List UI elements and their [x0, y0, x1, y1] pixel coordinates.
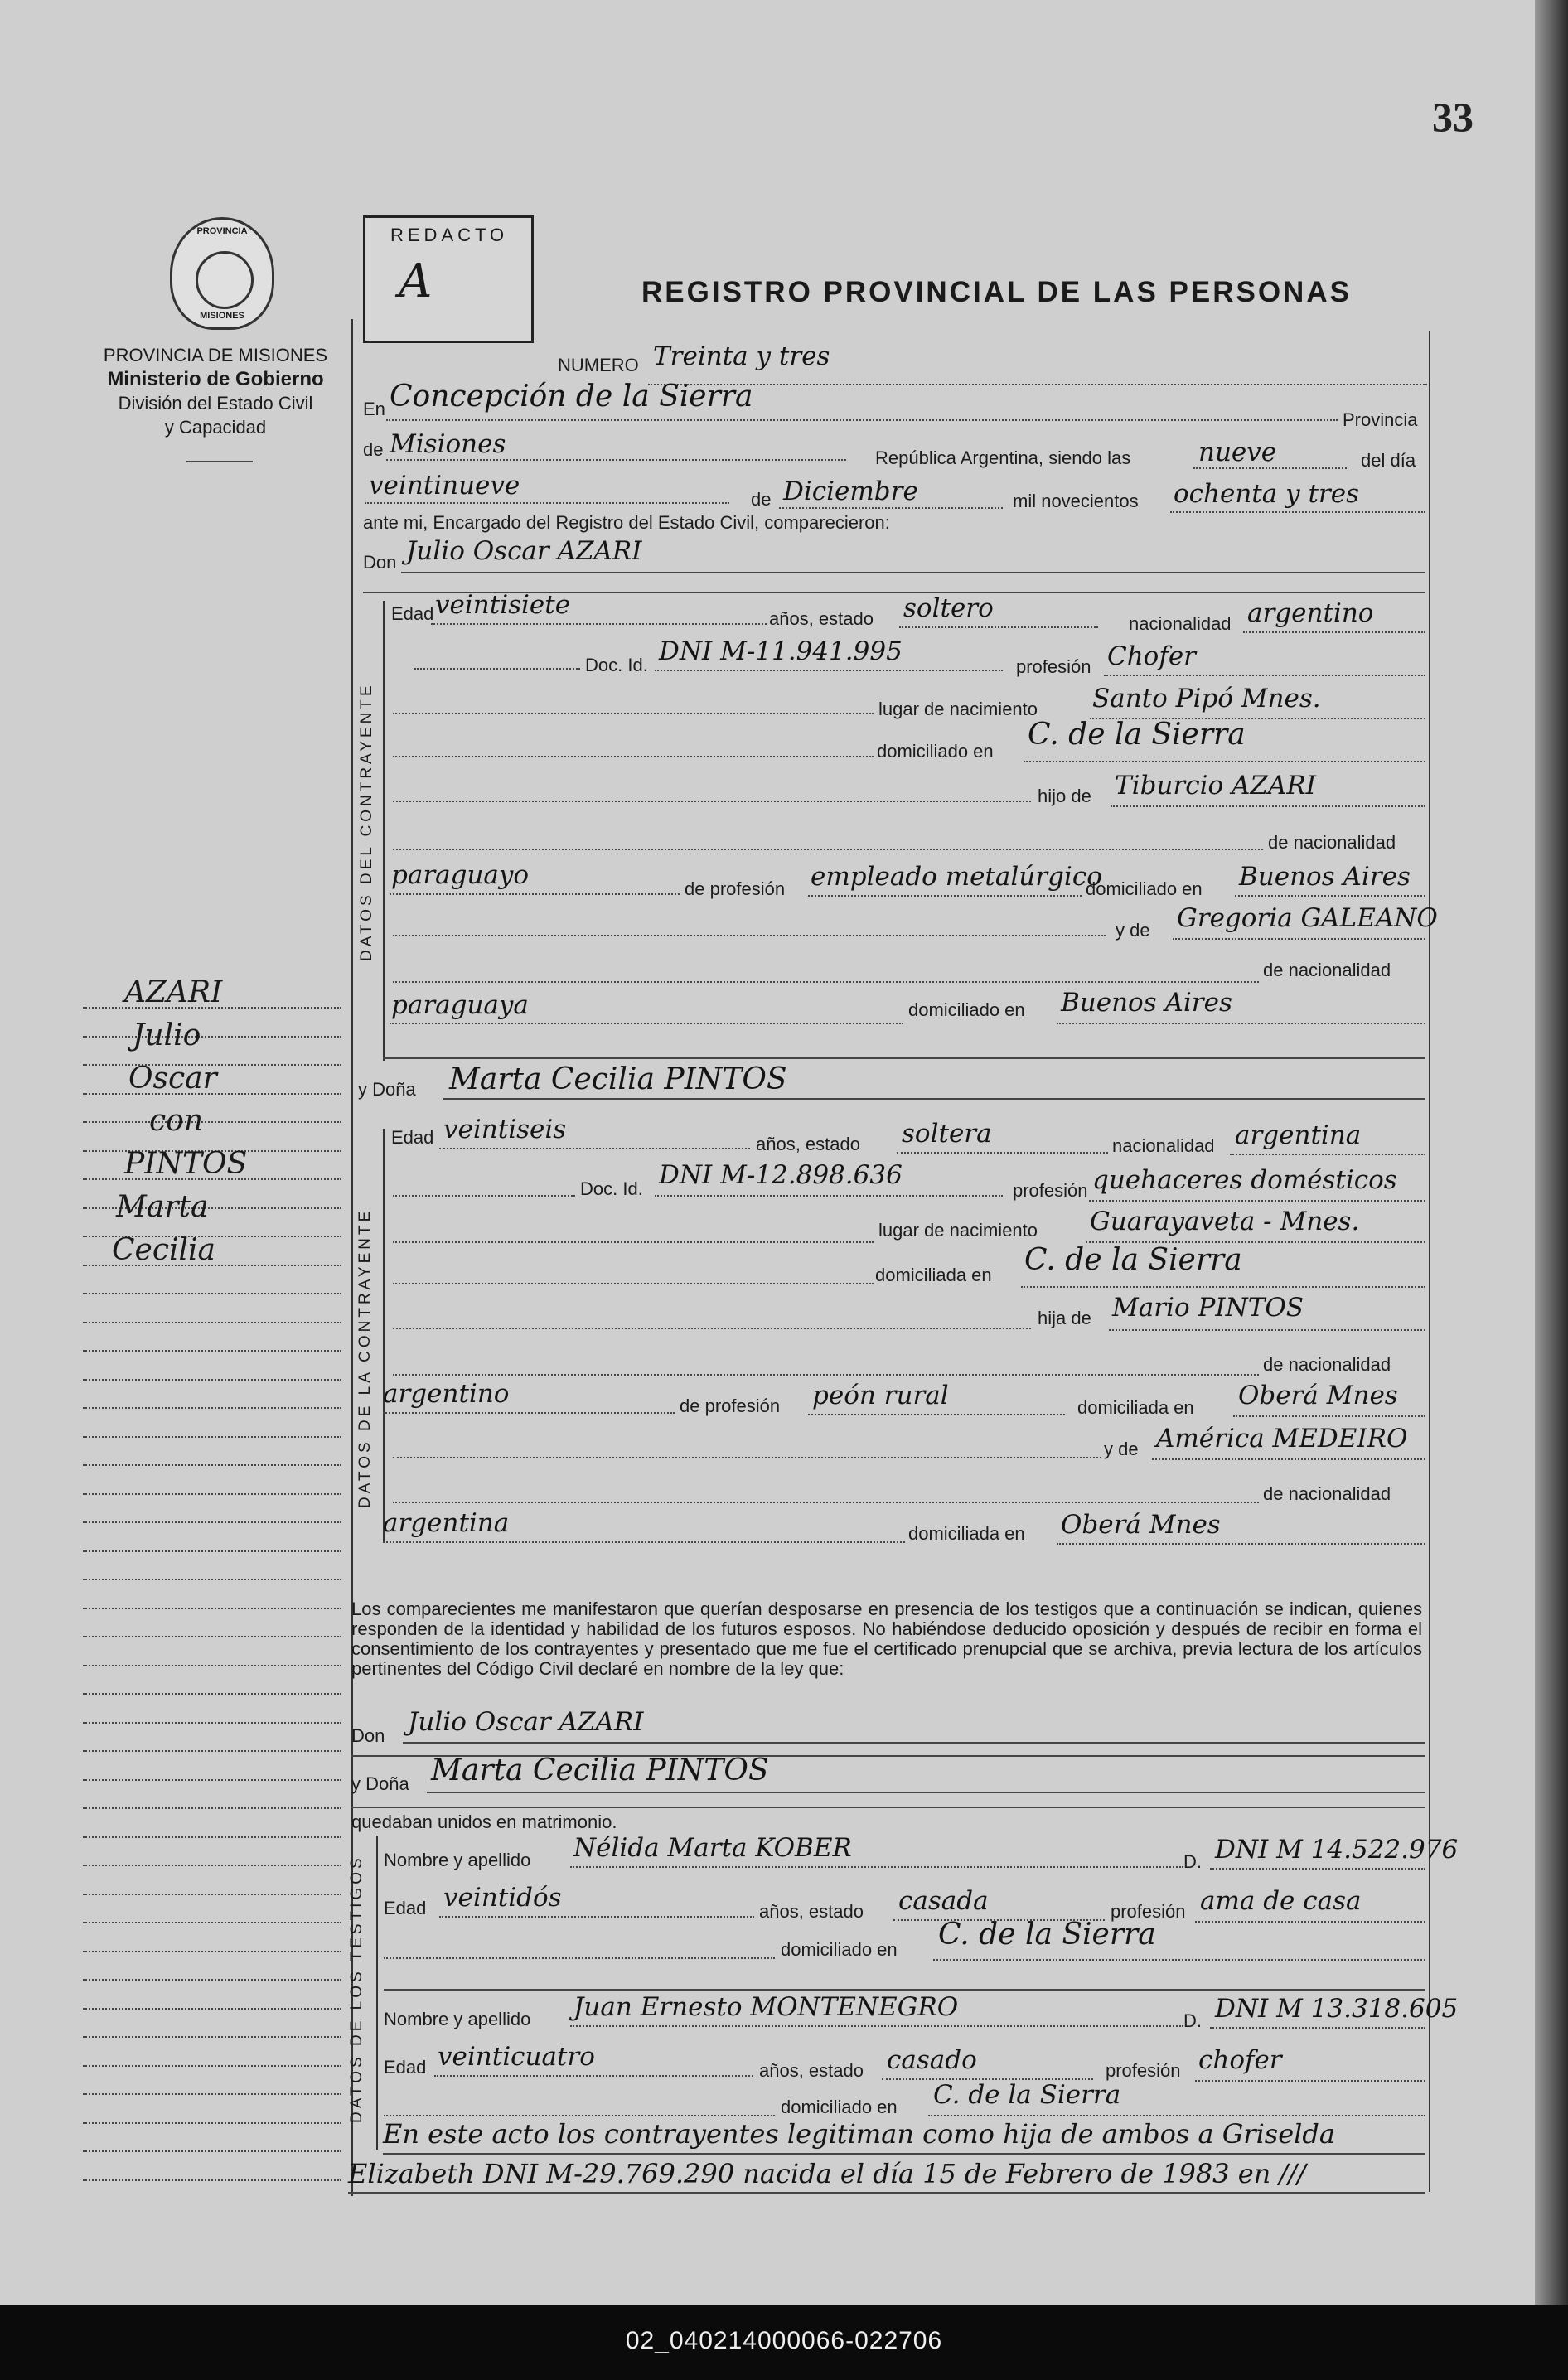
contrayente-nacionalidad: argentino: [1247, 598, 1374, 628]
margin-rule-line: [83, 1979, 341, 1981]
contrayenta-padre-nac: argentino: [383, 1379, 510, 1409]
testigo1-doc-line: [1210, 1868, 1425, 1870]
final-note-line1-rule: [383, 2153, 1425, 2155]
contrayente-domicilio-pre-line: [393, 756, 874, 757]
contrayenta-dom2-label: domiciliada en: [908, 1523, 1025, 1544]
margin-rule-line: [83, 2179, 341, 2181]
page-title: REGISTRO PROVINCIAL DE LAS PERSONAS: [641, 276, 1352, 308]
testigo2-edad-line: [434, 2075, 753, 2077]
margin-rule-line: [83, 1550, 341, 1552]
testigo1-dom-pre-line: [384, 1957, 775, 1959]
contrayenta-padre: Mario PINTOS: [1112, 1293, 1304, 1323]
contrayente-madre: Gregoria GALEANO: [1177, 903, 1438, 933]
testigo2-doc: DNI M 13.318.605: [1215, 1994, 1459, 2024]
dona-line: [443, 1098, 1425, 1100]
decl-don-label: Don: [351, 1725, 385, 1746]
contrayente-profesion-line: [1104, 675, 1425, 676]
contrayenta-lugar-label: lugar de nacimiento: [878, 1220, 1038, 1241]
testigo1-doc: DNI M 14.522.976: [1215, 1835, 1459, 1865]
decl-dona-line: [427, 1792, 1425, 1793]
contrayente-profesion: Chofer: [1107, 641, 1196, 671]
contrayente-hijo-label: hijo de: [1038, 786, 1091, 806]
margin-rule-line: [83, 1807, 341, 1809]
page-edge: [1535, 0, 1568, 2305]
contrayenta-estado: soltera: [902, 1119, 992, 1149]
contrayenta-madre-nac-line: [383, 1541, 905, 1543]
mes-line: [779, 507, 1003, 509]
testigo2-dom-pre-line: [384, 2115, 775, 2116]
redacto-stamp: [363, 215, 534, 343]
margin-rule-line: [83, 1750, 341, 1752]
hora-line: [1193, 467, 1347, 469]
contrayente-doc-pre-line: [414, 668, 580, 670]
contrayente-padre-prof-line: [808, 895, 1082, 897]
margin-name: Julio: [133, 1018, 201, 1052]
contrayenta-doc-pre-line: [393, 1195, 575, 1197]
contrayente-edad: veintisiete: [435, 590, 571, 620]
testigo2-dom-label: domiciliado en: [781, 2097, 898, 2117]
testigo1-domicilio: C. de la Sierra: [938, 1918, 1156, 1952]
contrayenta-profesion-label: profesión: [1013, 1180, 1088, 1201]
testigos-section-label: DATOS DE LOS TESTIGOS: [348, 1855, 365, 2123]
margin-rule-line: [83, 2150, 341, 2152]
contrayenta-lugar-pre-line: [393, 1241, 874, 1243]
de-mes-label: de: [751, 489, 772, 510]
mes-value: Diciembre: [783, 476, 918, 506]
margin-rule-line: [83, 2065, 341, 2067]
testigo2-estado: casado: [887, 2045, 977, 2075]
contrayente-nacionalidad-label: nacionalidad: [1129, 613, 1232, 634]
margin-rule-line: [83, 1350, 341, 1352]
testigo1-dom-label: domiciliado en: [781, 1939, 898, 1960]
en-value: Concepción de la Sierra: [390, 380, 753, 414]
contrayente-profesion-label: profesión: [1016, 656, 1091, 677]
hora-value: nueve: [1198, 438, 1277, 467]
contrayenta-de-nac2-label: de nacionalidad: [1263, 1483, 1391, 1504]
contrayente-madre-nac-line: [390, 1023, 903, 1024]
left-header-line2: Ministerio de Gobierno: [107, 368, 324, 390]
margin-rule-line: [83, 1608, 341, 1609]
margin-rule-line: [83, 1521, 341, 1523]
de-line: [386, 459, 846, 461]
en-label: En: [363, 399, 385, 419]
contrayenta-hija-label: hija de: [1038, 1308, 1091, 1328]
numero-label: NUMERO: [558, 355, 639, 375]
final-note-line2-rule: [348, 2192, 1425, 2194]
testigo1-nombre-label: Nombre y apellido: [384, 1850, 531, 1870]
contrayente-block-rule: [383, 601, 385, 1061]
testigo2-nombre-line: [570, 2025, 1183, 2027]
testigo2-profesion: chofer: [1198, 2045, 1282, 2075]
contrayente-edad-line: [431, 623, 767, 625]
contrayenta-de-nac-label: de nacionalidad: [1263, 1354, 1391, 1375]
testigo2-doc-line: [1210, 2027, 1425, 2029]
margin-rule-line: [83, 1407, 341, 1409]
contrayenta-section-label: DATOS DE LA CONTRAYENTE: [356, 1207, 374, 1508]
contrayente-dom-label: domiciliado en: [1086, 878, 1203, 899]
testigo2-d-label: D.: [1183, 2010, 1202, 2031]
left-header-separator: [186, 461, 253, 462]
margin-rule-line: [83, 1493, 341, 1495]
contrayente-lugar: Santo Pipó Mnes.: [1092, 684, 1321, 714]
left-header-line3: División del Estado Civil: [118, 393, 313, 414]
contrayenta-de-prof-label: de profesión: [680, 1396, 781, 1416]
contrayenta-hija-pre-line: [393, 1328, 1031, 1329]
contrayenta-nac-pre-line: [393, 1374, 1259, 1376]
don-label: Don: [363, 552, 397, 573]
margin-name: Oscar: [128, 1061, 217, 1096]
contrayente-y-de-label: y de: [1116, 920, 1150, 941]
testigo1-bottom-line: [384, 1989, 1425, 1991]
contrayente-padre: Tiburcio AZARI: [1115, 771, 1316, 801]
contrayente-madre-pre-line: [393, 935, 1106, 936]
contrayenta-madre: América MEDEIRO: [1156, 1424, 1408, 1454]
dona-label: y Doña: [358, 1079, 416, 1100]
left-header-line4: y Capacidad: [164, 417, 267, 438]
contrayente-block-bottom: [383, 1057, 1425, 1059]
right-column-rule: [1429, 331, 1430, 2192]
testigo1-profesion-line: [1195, 1921, 1425, 1923]
contrayente-madre-dom: Buenos Aires: [1061, 988, 1232, 1018]
contrayenta-padre-dom: Oberá Mnes: [1238, 1381, 1398, 1410]
provincia-label: Provincia: [1343, 409, 1418, 430]
contrayenta-madre-nac: argentina: [383, 1508, 510, 1538]
contrayenta-nac2-pre-line: [393, 1502, 1259, 1503]
contrayenta-y-de-label: y de: [1104, 1439, 1139, 1459]
contrayenta-padre-line: [1109, 1329, 1425, 1331]
page-number: 33: [1432, 94, 1474, 140]
testigo1-estado: casada: [898, 1886, 989, 1916]
anio-line: [1170, 511, 1425, 513]
contrayente-estado: soltero: [903, 593, 994, 623]
contrayente-padre-dom-line: [1235, 895, 1425, 897]
contrayenta-domicilio-pre-line: [393, 1283, 874, 1284]
crest-top-text: PROVINCIA: [196, 226, 248, 236]
contrayente-domicilio-line: [1024, 761, 1425, 762]
province-crest-icon: [170, 217, 274, 330]
margin-rule-line: [83, 2122, 341, 2124]
contrayenta-anios-label: años, estado: [756, 1134, 860, 1154]
contrayente-padre-dom: Buenos Aires: [1239, 862, 1411, 892]
testigo1-profesion: ama de casa: [1200, 1886, 1362, 1916]
final-note-line1: En este acto los contrayentes legitiman como hija de ambos a Griselda: [383, 2118, 1335, 2150]
contrayente-de-nac2-label: de nacionalidad: [1263, 960, 1391, 980]
contrayente-de-nac-label: de nacionalidad: [1268, 832, 1396, 853]
testigo1-nombre: Nélida Marta KOBER: [573, 1833, 852, 1863]
contrayente-edad-label: Edad: [391, 603, 434, 624]
contrayenta-padre-nac-line: [383, 1412, 675, 1414]
contrayente-padre-line: [1111, 805, 1425, 807]
contrayente-domicilio-label: domiciliado en: [877, 741, 994, 762]
contrayenta-domicilio-line: [1021, 1286, 1425, 1288]
margin-rule-line: [83, 2093, 341, 2095]
testigo2-domicilio-line: [928, 2115, 1425, 2116]
contrayenta-profesion-line: [1089, 1200, 1425, 1202]
anio-value: ochenta y tres: [1174, 479, 1359, 509]
margin-rule-line: [83, 1779, 341, 1781]
scan-identifier: 02_040214000066-022706: [625, 2327, 943, 2354]
contrayente-lugar-label: lugar de nacimiento: [878, 699, 1038, 719]
margin-rule-line: [83, 1436, 341, 1438]
contrayenta-domicilio-label: domiciliada en: [875, 1265, 992, 1285]
margin-rule-line: [83, 1894, 341, 1895]
contrayente-nac-pre-line: [393, 849, 1263, 850]
margin-rule-line: [83, 1464, 341, 1466]
contrayenta-edad-label: Edad: [391, 1127, 434, 1148]
testigo1-edad-line: [439, 1916, 754, 1918]
margin-rule-line: [83, 1922, 341, 1923]
don-value: Julio Oscar AZARI: [406, 536, 642, 566]
contrayenta-domicilio: C. de la Sierra: [1024, 1243, 1242, 1277]
margin-name: con: [149, 1104, 204, 1139]
testigo2-domicilio: C. de la Sierra: [933, 2080, 1121, 2110]
crest-bottom-text: MISIONES: [200, 311, 244, 321]
margin-name: AZARI: [124, 975, 223, 1009]
testigo1-nombre-line: [570, 1866, 1183, 1868]
margin-rule-line: [83, 1579, 341, 1580]
contrayenta-estado-line: [897, 1152, 1108, 1154]
contrayenta-doc: DNI M-12.898.636: [659, 1160, 903, 1190]
contrayente-hijo-pre-line: [393, 801, 1031, 802]
dia-value: veintinueve: [369, 471, 520, 501]
margin-rule-line: [83, 1322, 341, 1323]
contrayente-estado-line: [899, 626, 1098, 628]
mil-novecientos-label: mil novecientos: [1013, 491, 1139, 511]
contrayenta-nacionalidad: argentina: [1235, 1120, 1362, 1150]
decl-don-value: Julio Oscar AZARI: [408, 1707, 644, 1737]
contrayenta-padre-prof-line: [808, 1414, 1065, 1415]
contrayente-lugar-pre-line: [393, 713, 874, 714]
decl-dona-value: Marta Cecilia PINTOS: [431, 1754, 769, 1787]
testigo1-anios-label: años, estado: [759, 1901, 864, 1922]
testigo2-edad-label: Edad: [384, 2057, 427, 2078]
republica-label: República Argentina, siendo las: [875, 447, 1131, 468]
margin-name: Cecilia: [112, 1232, 216, 1267]
decl-dona-label: y Doña: [351, 1773, 409, 1794]
contrayenta-dom-label: domiciliada en: [1077, 1397, 1194, 1418]
declaration-text: Los comparecientes me manifestaron que querían desposarse en presencia de los testigos que a continuación se indican, quienes responden de la identidad y habilidad de los futuros esposos. No habiéndose deducido oposición y después de recibir en forma el consentimiento de los contrayentes y presentado que me fue el certificado prenupcial que se archiva, previa lectura de los artículos pertinentes del Código Civil declaré en nombre de la ley que:: [351, 1599, 1422, 1679]
en-line: [386, 419, 1338, 421]
contrayenta-block-rule: [383, 1129, 385, 1543]
margin-rule-line: [83, 1379, 341, 1381]
margin-rule-line: [83, 1293, 341, 1294]
contrayenta-madre-dom: Oberá Mnes: [1061, 1510, 1221, 1540]
testigo2-edad: veinticuatro: [438, 2042, 595, 2072]
left-header: [83, 343, 348, 439]
contrayente-nacionalidad-line: [1243, 631, 1425, 633]
contrayente-section-label: DATOS DEL CONTRAYENTE: [358, 682, 375, 961]
del-dia-label: del día: [1361, 450, 1416, 471]
testigo2-anios-label: años, estado: [759, 2060, 864, 2081]
testigo2-prof-label: profesión: [1106, 2060, 1181, 2081]
testigo1-edad: veintidós: [443, 1883, 562, 1913]
margin-rule-line: [83, 1865, 341, 1866]
numero-value: Treinta y tres: [653, 341, 830, 371]
contrayente-madre-line: [1173, 938, 1425, 940]
contrayente-madre-nac: paraguaya: [391, 990, 529, 1020]
margin-rule-line: [83, 1121, 341, 1123]
contrayenta-doc-line: [655, 1195, 1003, 1197]
testigo1-prof-label: profesión: [1111, 1901, 1186, 1922]
contrayente-anios-label: años, estado: [769, 608, 874, 629]
redacto-label: REDACTO: [390, 225, 509, 245]
contrayenta-doc-label: Doc. Id.: [580, 1178, 643, 1199]
margin-rule-line: [83, 1665, 341, 1666]
dona-value: Marta Cecilia PINTOS: [449, 1062, 787, 1096]
de-label: de: [363, 439, 384, 460]
decl-don-line: [403, 1742, 1425, 1744]
contrayenta-nacionalidad-line: [1230, 1154, 1425, 1155]
margin-rule-line: [83, 1693, 341, 1695]
de-value: Misiones: [390, 429, 506, 459]
decl-dona-line-2: [351, 1807, 1425, 1808]
testigo1-d-label: D.: [1183, 1851, 1202, 1872]
margin-rule-line: [83, 1036, 341, 1038]
stamp-initials: A: [399, 254, 433, 308]
margin-rule-line: [83, 1636, 341, 1637]
testigos-block-rule: [376, 1836, 378, 2150]
contrayente-nac2-pre-line: [393, 981, 1259, 983]
contrayenta-madre-dom-line: [1057, 1543, 1425, 1545]
testigo2-nombre: Juan Ernesto MONTENEGRO: [573, 1992, 959, 2022]
contrayente-padre-prof: empleado metalúrgico: [811, 862, 1102, 892]
ante-mi-text: ante mi, Encargado del Registro del Estado Civil, comparecieron:: [363, 512, 890, 533]
don-line: [401, 572, 1425, 573]
margin-rule-line: [83, 1722, 341, 1724]
margin-rule-line: [83, 2036, 341, 2038]
contrayenta-madre-pre-line: [393, 1457, 1101, 1458]
margin-name: PINTOS: [124, 1147, 248, 1181]
dia-line: [365, 502, 729, 504]
margin-name: Marta: [116, 1189, 209, 1224]
contrayente-padre-nac-line: [390, 893, 680, 895]
contrayente-domicilio: C. de la Sierra: [1028, 718, 1246, 752]
contrayenta-padre-prof: peón rural: [812, 1381, 949, 1410]
contrayenta-madre-line: [1152, 1458, 1425, 1460]
contrayente-doc-line: [655, 670, 1003, 671]
testigo1-domicilio-line: [933, 1959, 1425, 1961]
contrayenta-padre-dom-line: [1233, 1415, 1425, 1417]
margin-rule-line: [83, 2008, 341, 2010]
testigo1-edad-label: Edad: [384, 1898, 427, 1918]
testigo2-profesion-line: [1195, 2080, 1425, 2082]
contrayenta-profesion: quehaceres domésticos: [1092, 1165, 1397, 1195]
contrayente-doc: DNI M-11.941.995: [659, 636, 903, 666]
margin-rule-line: [83, 1951, 341, 1952]
final-note-line2: Elizabeth DNI M-29.769.290 nacida el día 15 de Febrero de 1983 en ///: [348, 2158, 1306, 2189]
contrayenta-edad-line: [439, 1148, 750, 1149]
contrayente-de-prof-label: de profesión: [685, 878, 786, 899]
testigo2-nombre-label: Nombre y apellido: [384, 2009, 531, 2029]
margin-rule-line: [83, 1836, 341, 1838]
contrayente-madre-dom-line: [1057, 1023, 1425, 1024]
crest-emblem: [196, 251, 254, 309]
left-header-line1: PROVINCIA DE MISIONES: [103, 345, 328, 365]
quedaban-text: quedaban unidos en matrimonio.: [351, 1812, 617, 1832]
numero-line: [648, 384, 1427, 385]
contrayente-dom2-label: domiciliado en: [908, 999, 1025, 1020]
contrayenta-nacionalidad-label: nacionalidad: [1112, 1135, 1215, 1156]
contrayenta-edad: veintiseis: [443, 1115, 567, 1144]
contrayente-doc-label: Doc. Id.: [585, 655, 648, 675]
contrayente-padre-nac: paraguayo: [391, 860, 530, 890]
contrayenta-lugar: Guarayaveta - Mnes.: [1090, 1207, 1360, 1236]
